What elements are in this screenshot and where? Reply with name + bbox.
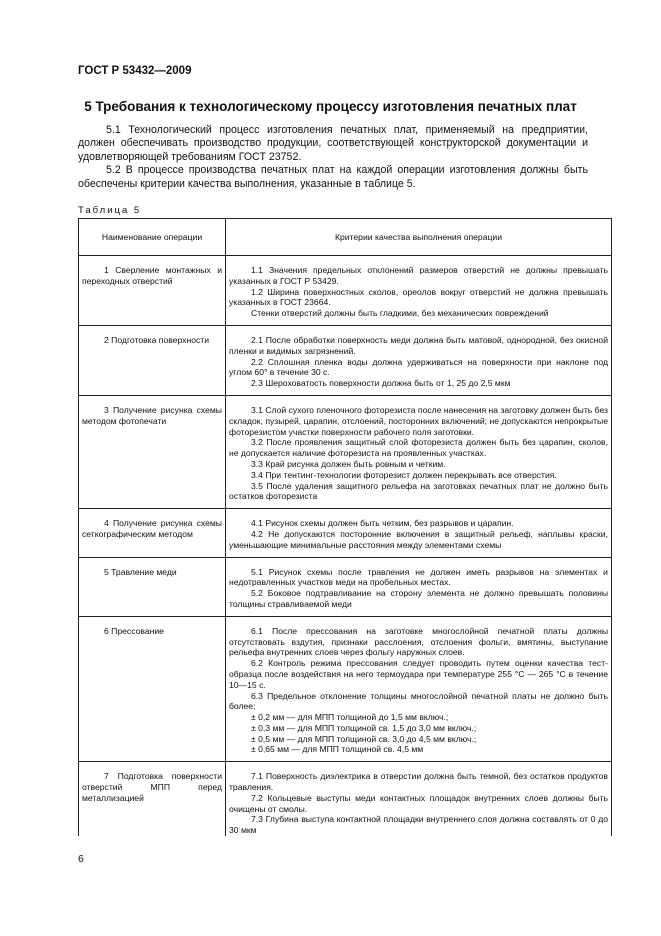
criterion: ± 0,2 мм — для МПП толщиной до 1,5 мм включ.; <box>251 712 449 723</box>
criterion: 4.2 Не допускаются посторонние включения в защитный рельеф, наплывы краски, уменьшающие минимальные расстояния между элементами схемы <box>229 528 608 550</box>
criterion: ± 0,65 мм — для МПП толщиной св. 4,5 мм <box>251 744 424 755</box>
criterion: 6.3 Предельное отклонение толщины многослойной печатной платы не должно быть более: <box>229 690 608 712</box>
criteria-cell <box>226 256 612 326</box>
operation-cell: 5 Травление меди <box>79 557 226 616</box>
table-row <box>79 509 612 557</box>
table-header-row <box>79 219 612 256</box>
criteria-cell <box>226 325 612 395</box>
table-row <box>79 256 612 326</box>
operation-cell: 3 Получение рисунка схемы методом фотопечати <box>79 395 226 508</box>
paragraph-5-2: 5.2 В процессе производства печатных плат на каждой операции изготовления должны быть обеспечены критерии качества выполнения, указанные в таблице 5. <box>78 164 588 190</box>
column-header-criteria: Критерии качества выполнения операции <box>226 219 612 256</box>
criterion: ± 0,5 мм — для МПП толщиной св. 3,0 до 4,5 мм включ.; <box>251 733 477 744</box>
criterion: 1.1 Значения предельных отклонений размеров отверстий не должны превышать указанных в ГОСТ Р 53429. <box>229 265 608 286</box>
criterion: 3.4 При тентинг-технологии фоторезист должен перекрывать все отверстия. <box>251 469 557 480</box>
criterion: 1.2 Ширина поверхностных сколов, ореолов вокруг отверстий не должна превышать указанных в ГОСТ 23664. <box>229 286 608 308</box>
criterion: ± 0,3 мм — для МПП толщиной св. 1,5 до 3,0 мм включ.; <box>251 722 477 733</box>
criterion: 7.1 Поверхность диэлектрика в отверстии должна быть темной, без остатков продуктов травления. <box>229 771 608 793</box>
criterion: 7.3 Глубина выступа контактной площадки внутреннего слоя должна составлять от 0 до 30 мкм <box>229 814 608 836</box>
column-header-operation: Наименование операции <box>79 219 226 256</box>
criteria-cell <box>226 395 612 508</box>
criterion: 7.2 Кольцевые выступы меди контактных площадок внутренних слоев должны быть очищены от смолы. <box>229 792 608 814</box>
criterion: 4.1 Рисунок схемы должен быть четким, без разрывов и царапин. <box>251 518 514 529</box>
criterion: 5.1 Рисунок схемы после травления не должен иметь разрывов на элементах и недотравленных участков меди на пробельных местах. <box>229 566 608 588</box>
criteria-cell <box>226 762 612 836</box>
document-code-header: ГОСТ Р 53432—2009 <box>78 65 192 77</box>
section-title: 5 Требования к технологическому процессу изготовления печатных плат <box>84 99 577 114</box>
operation-cell: 4 Получение рисунка схемы сеткографическим методом <box>79 509 226 557</box>
operation-cell: 7 Подготовка поверхности отверстий МПП перед металлизацией <box>79 762 226 836</box>
criterion: 3.5 После удаления защитного рельефа на заготовках печатных плат не должно быть остатков фоторезиста <box>229 480 608 502</box>
body-paragraphs <box>78 124 588 191</box>
table-row <box>79 395 612 508</box>
operation-cell: 6 Прессование <box>79 616 226 762</box>
table-row <box>79 616 612 762</box>
criteria-cell <box>226 616 612 762</box>
criterion: 2.1 После обработки поверхность меди должна быть матовой, однородной, без окисной пленки и видимых загрязнений. <box>229 334 608 356</box>
criterion: 3.3 Край рисунка должен быть ровным и четким. <box>251 458 446 469</box>
criterion: Стенки отверстий должны быть гладкими, без механических повреждений <box>251 308 549 319</box>
table-caption: Таблица 5 <box>78 205 142 216</box>
operation-cell: 1 Сверление монтажных и переходных отверстий <box>79 256 226 326</box>
table-row <box>79 762 612 836</box>
paragraph-5-1: 5.1 Технологический процесс изготовления печатных плат, применяемый на предприятии, должен обеспечивать производство продукции, соответствующей конструкторской документации и удовлетворяющей требованиям ГОСТ 23752. <box>78 124 588 163</box>
criteria-cell <box>226 557 612 616</box>
criterion: 3.1 Слой сухого пленочного фоторезиста после нанесения на заготовку должен быть без складок, пузырей, царапин, отслоений, посторонних включений; не допускаются непрокрытые фоторезистом участки поверхности рабочего поля заготовки. <box>229 404 608 437</box>
operation-cell: 2 Подготовка поверхности <box>79 325 226 395</box>
table-row <box>79 557 612 616</box>
criterion: 2.2 Сплошная пленка воды должна удерживаться на поверхности при наклоне под углом 60° в течение 30 с. <box>229 356 608 378</box>
criterion: 6.2 Контроль режима прессования следует проводить путем оценки качества тест-образца после воздействия на него термоудара при температуре 255 °С — 265 °С в течение 10—15 с. <box>229 658 608 690</box>
criterion: 6.1 После прессования на заготовке многослойной печатной платы должны отсутствовать вздутия, признаки расслоения, отслоения фольги, вмятины, выступание рельефа внутренних слоев через фольгу наружных слоев. <box>229 625 608 658</box>
criterion: 2.3 Шероховатость поверхности должна быть от 1, 25 до 2,5 мкм <box>251 378 511 389</box>
criterion: 5.2 Боковое подтравливание на сторону элемента не должно превышать половины толщины стравливаемой меди <box>229 588 608 609</box>
criteria-cell <box>226 509 612 557</box>
criterion: 3.2 После проявления защитный слой фоторезиста должен быть без царапин, сколов, не допускается наличие фоторезиста на проявленных участках. <box>229 437 608 459</box>
table-row <box>79 325 612 395</box>
page-number: 6 <box>78 853 84 865</box>
quality-criteria-table <box>78 218 612 836</box>
